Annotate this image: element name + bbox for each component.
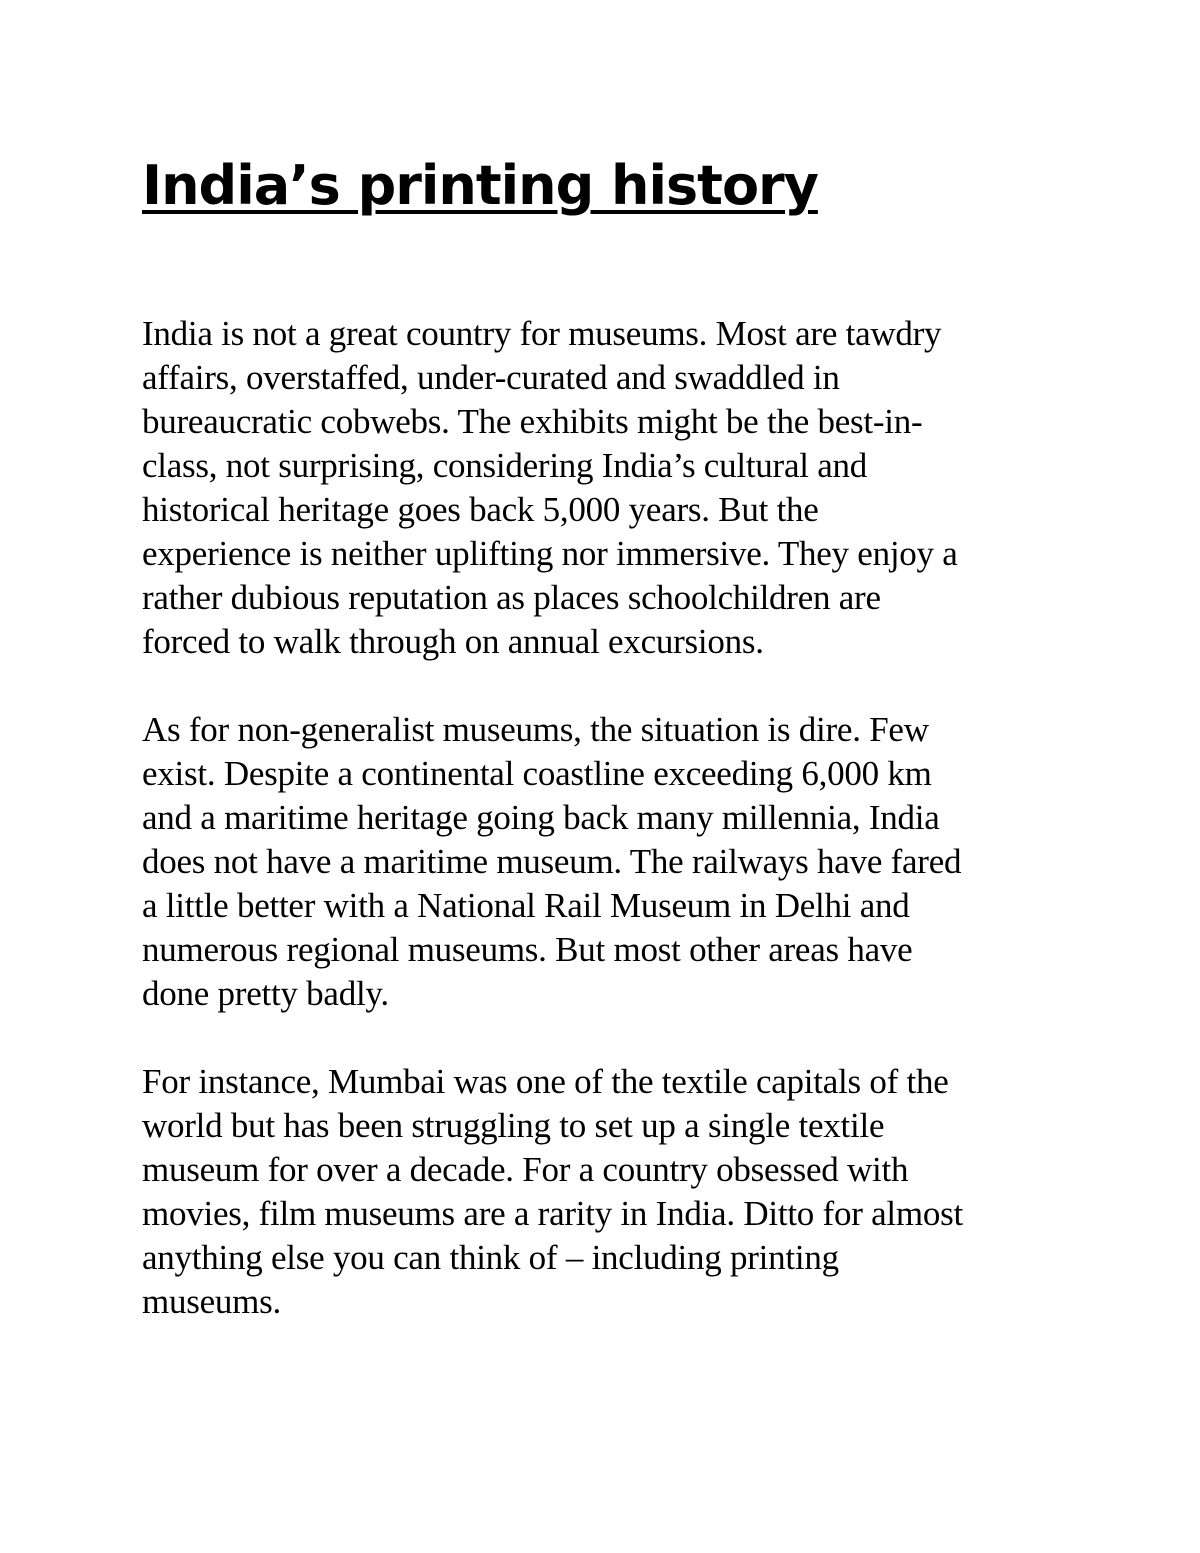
paragraph-line: historical heritage goes back 5,000 years. But the [142,490,819,529]
document-body [142,312,1072,1368]
paragraph-line: anything else you can think of – including printing [142,1238,839,1277]
paragraph-line: affairs, overstaffed, under-curated and swaddled in [142,358,840,397]
paragraph-line: museum for over a decade. For a country obsessed with [142,1150,909,1189]
paragraph-line: world but has been struggling to set up a single textile [142,1106,885,1145]
paragraph-line: a little better with a National Rail Museum in Delhi and [142,886,910,925]
paragraph-line: class, not surprising, considering India’s cultural and [142,446,867,485]
paragraph-line: bureaucratic cobwebs. The exhibits might be the best-in- [142,402,923,441]
document-title: India’s printing history [142,154,818,217]
paragraph-line: experience is neither uplifting nor immersive. They enjoy a [142,534,958,573]
paragraph-1 [142,312,1072,664]
paragraph-line: India is not a great country for museums. Most are tawdry [142,314,942,353]
paragraph-line: For instance, Mumbai was one of the textile capitals of the [142,1062,949,1101]
paragraph-line: As for non-generalist museums, the situation is dire. Few [142,710,929,749]
paragraph-line: numerous regional museums. But most other areas have [142,930,913,969]
paragraph-line: rather dubious reputation as places schoolchildren are [142,578,881,617]
paragraph-line: and a maritime heritage going back many millennia, India [142,798,940,837]
paragraph-line: museums. [142,1282,281,1321]
paragraph-2 [142,708,1072,1016]
paragraph-3 [142,1060,1072,1324]
paragraph-line: exist. Despite a continental coastline exceeding 6,000 km [142,754,932,793]
paragraph-line: does not have a maritime museum. The railways have fared [142,842,962,881]
paragraph-line: done pretty badly. [142,974,389,1013]
paragraph-line: movies, film museums are a rarity in India. Ditto for almost [142,1194,963,1233]
paragraph-line: forced to walk through on annual excursions. [142,622,764,661]
